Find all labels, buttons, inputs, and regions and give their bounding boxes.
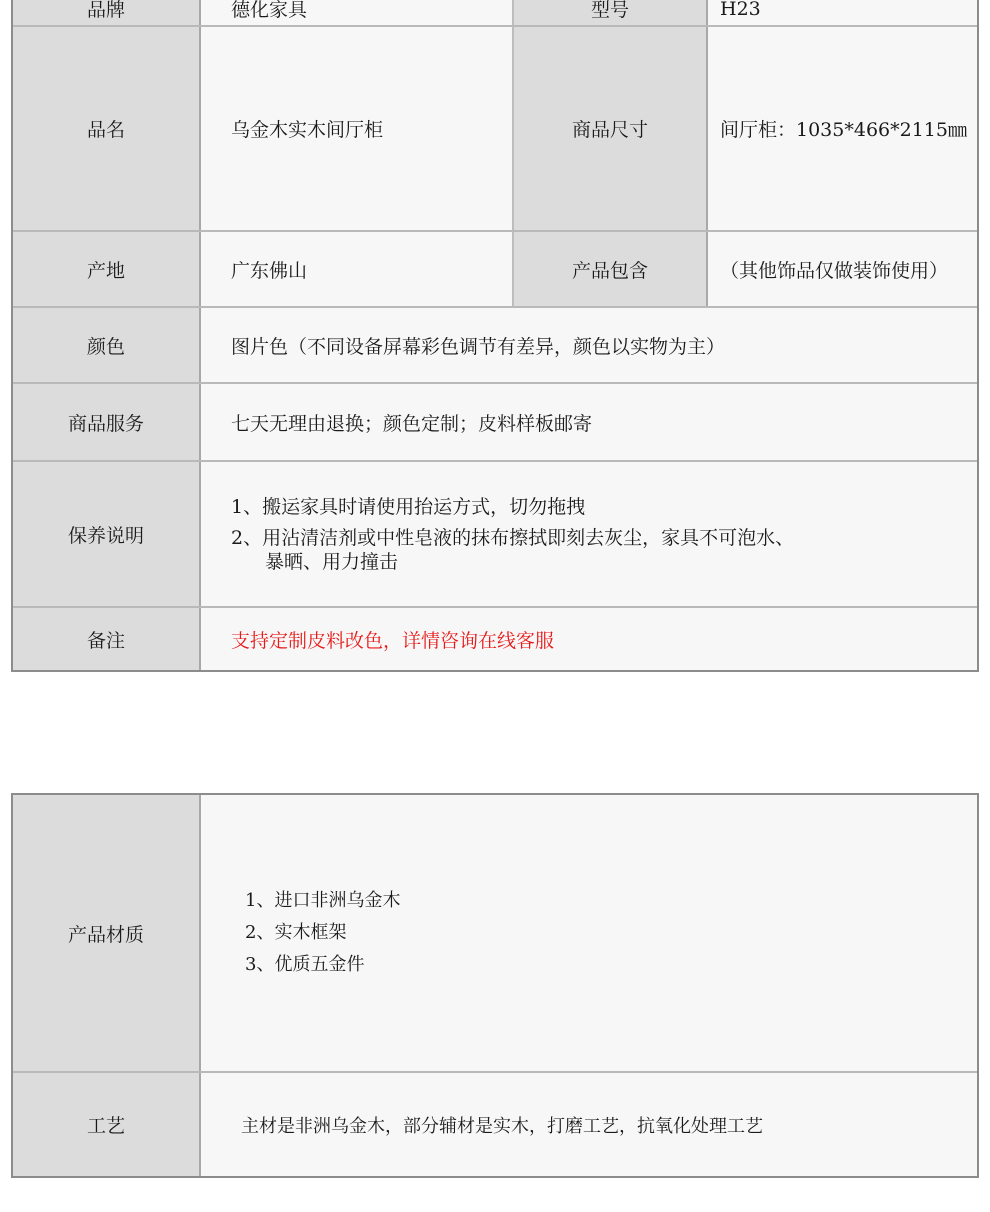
model-label: 型号 bbox=[514, 0, 708, 25]
craft-label: 工艺 bbox=[13, 1073, 201, 1176]
table-row bbox=[13, 0, 977, 27]
table-row bbox=[13, 308, 977, 384]
origin-value: 广东佛山 bbox=[201, 232, 514, 306]
table-row bbox=[13, 1073, 977, 1176]
product-name-value: 乌金木实木间厅柜 bbox=[201, 27, 514, 230]
service-label: 商品服务 bbox=[13, 384, 201, 460]
material-value bbox=[201, 795, 977, 1071]
table-row bbox=[13, 462, 977, 608]
material-table bbox=[11, 793, 979, 1178]
includes-label: 产品包含 bbox=[514, 232, 708, 306]
material-item: 3、优质五金件 bbox=[245, 954, 365, 975]
remark-label: 备注 bbox=[13, 608, 201, 670]
product-name-label: 品名 bbox=[13, 27, 201, 230]
material-label: 产品材质 bbox=[13, 795, 201, 1071]
color-value: 图片色（不同设备屏幕彩色调节有差异，颜色以实物为主） bbox=[201, 308, 977, 382]
size-value: 间厅柜：1035*466*2115㎜ bbox=[708, 27, 977, 230]
care-line-3: 暴晒、用力撞击 bbox=[265, 550, 399, 573]
care-line-1: 1、搬运家具时请使用抬运方式，切勿拖拽 bbox=[231, 495, 586, 518]
care-line-2: 2、用沾清洁剂或中性皂液的抹布擦拭即刻去灰尘，家具不可泡水、 bbox=[231, 526, 795, 549]
brand-value: 德化家具 bbox=[201, 0, 514, 25]
table-row bbox=[13, 27, 977, 232]
material-item: 2、实木框架 bbox=[245, 922, 347, 943]
material-item: 1、进口非洲乌金木 bbox=[245, 890, 401, 911]
size-label: 商品尺寸 bbox=[514, 27, 708, 230]
table-row bbox=[13, 795, 977, 1073]
model-value: H23 bbox=[708, 0, 977, 25]
craft-value: 主材是非洲乌金木，部分辅材是实木，打磨工艺，抗氧化处理工艺 bbox=[201, 1073, 977, 1176]
table-row bbox=[13, 232, 977, 308]
remark-value: 支持定制皮料改色，详情咨询在线客服 bbox=[201, 608, 977, 670]
color-label: 颜色 bbox=[13, 308, 201, 382]
includes-value: （其他饰品仅做装饰使用） bbox=[708, 232, 977, 306]
care-value bbox=[201, 462, 977, 606]
table-row bbox=[13, 608, 977, 670]
care-label: 保养说明 bbox=[13, 462, 201, 606]
origin-label: 产地 bbox=[13, 232, 201, 306]
brand-label: 品牌 bbox=[13, 0, 201, 25]
table-row bbox=[13, 384, 977, 462]
spec-table bbox=[11, 0, 979, 672]
service-value: 七天无理由退换；颜色定制；皮料样板邮寄 bbox=[201, 384, 977, 460]
